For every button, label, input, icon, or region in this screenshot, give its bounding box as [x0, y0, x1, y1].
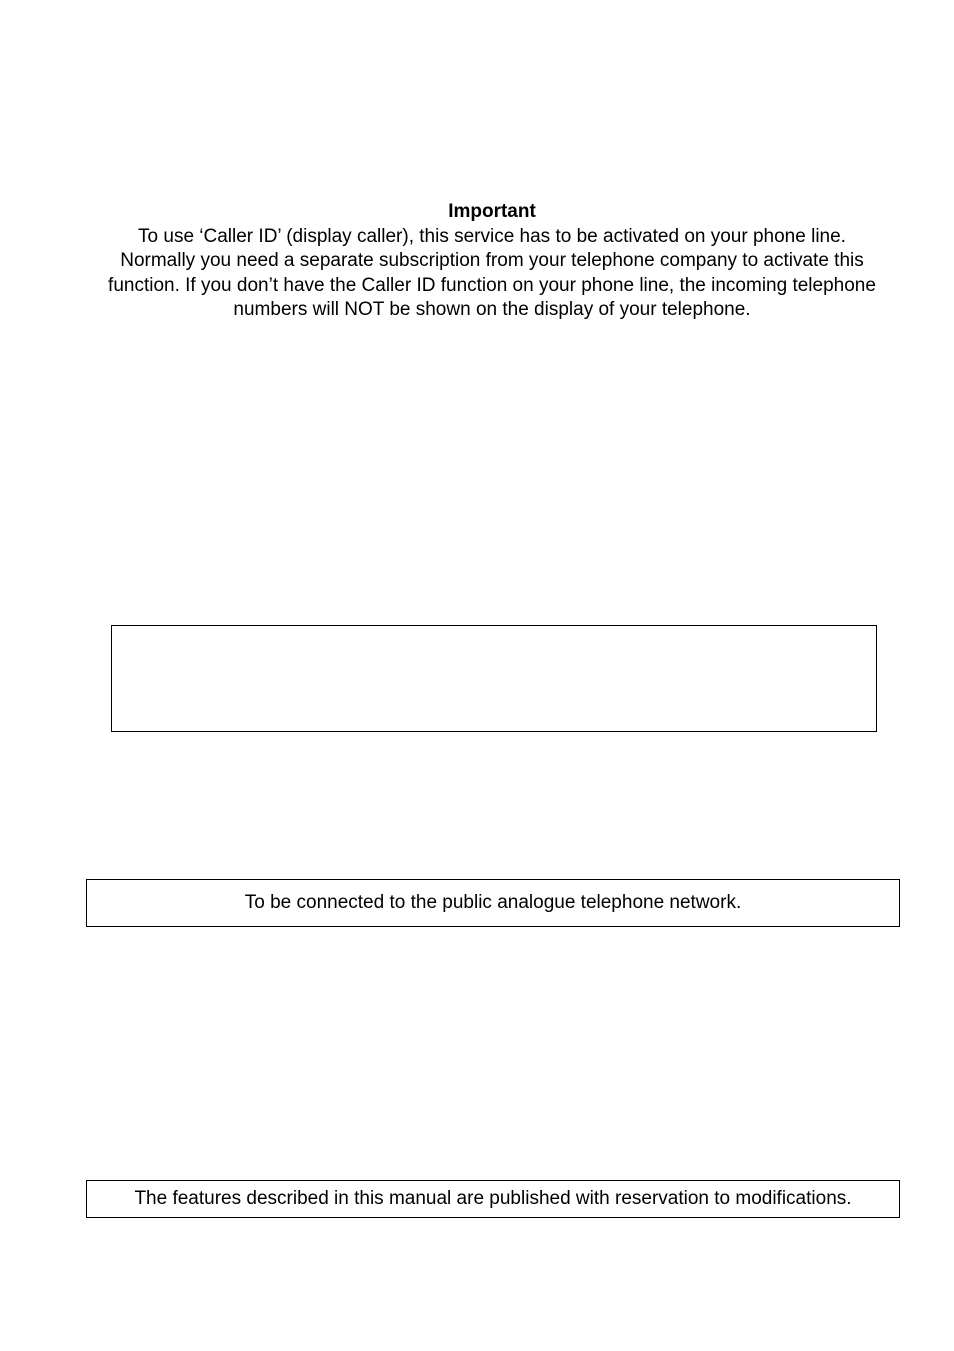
important-notice	[60, 200, 924, 323]
network-notice-text: To be connected to the public analogue telephone network.	[244, 892, 742, 913]
important-line-4: numbers will NOT be shown on the display of your telephone.	[233, 299, 751, 320]
important-line-1: To use ‘Caller ID’ (display caller), this service has to be activated on your phone line.	[138, 225, 846, 247]
important-line-3: function. If you don’t have the Caller ID function on your phone line, the incoming telephone	[108, 274, 876, 296]
features-notice-box	[86, 1180, 900, 1218]
important-heading: Important	[448, 201, 536, 222]
network-notice-box	[86, 879, 900, 927]
features-notice-text: The features described in this manual are published with reservation to modifications.	[134, 1188, 852, 1209]
empty-frame-box	[111, 625, 877, 732]
important-line-2: Normally you need a separate subscription from your telephone company to activate this	[120, 250, 864, 271]
